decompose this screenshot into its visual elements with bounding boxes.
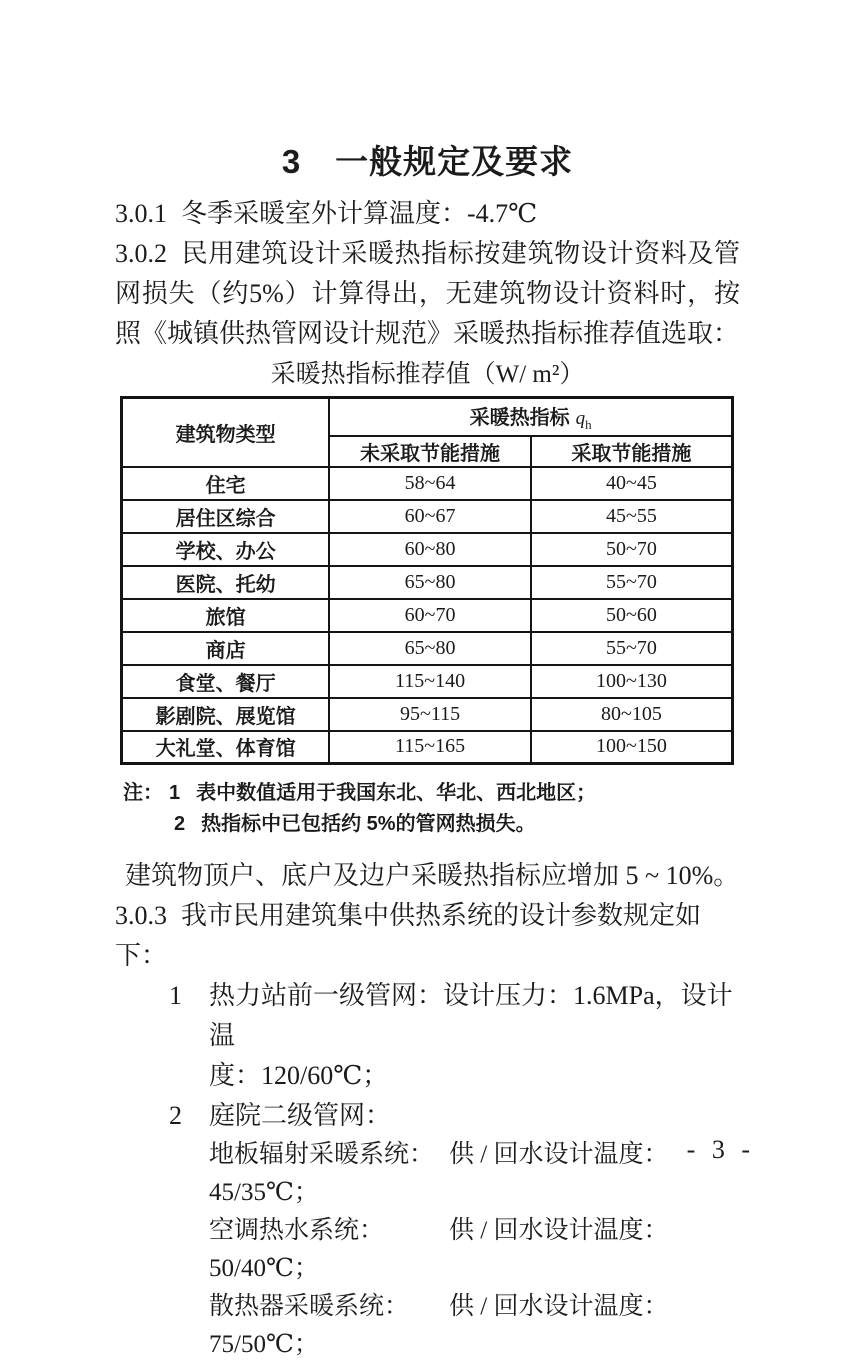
system-label: 散热器采暖系统： — [209, 1293, 410, 1320]
list-item-1-text — [209, 976, 740, 1096]
saving-value-cell: 100~130 — [531, 665, 733, 698]
list-item-1-line-2: 度：120/60℃； — [209, 1061, 389, 1090]
building-type-cell: 医院、托幼 — [122, 566, 330, 599]
building-type-cell: 居住区综合 — [122, 500, 330, 533]
system-line-ac-hot-water — [209, 1212, 740, 1288]
list-item-2-number: 2 — [169, 1101, 182, 1130]
saving-value-cell: 50~70 — [531, 533, 733, 566]
table-row — [122, 731, 733, 764]
clause-3-0-3-number: 3.0.3 — [115, 901, 167, 930]
list-item-1-line-1: 热力站前一级管网：设计压力：1.6MPa，设计温 — [209, 981, 733, 1050]
no-saving-value-cell: 65~80 — [329, 632, 531, 665]
building-type-cell: 食堂、餐厅 — [122, 665, 330, 698]
saving-value-cell: 45~55 — [531, 500, 733, 533]
clause-3-0-3-text: 我市民用建筑集中供热系统的设计参数规定如下： — [115, 901, 702, 970]
table-row — [122, 665, 733, 698]
table-header-saving: 采取节能措施 — [531, 436, 733, 467]
system-label: 地板辐射采暖系统： — [209, 1141, 435, 1168]
building-type-cell: 影剧院、展览馆 — [122, 698, 330, 731]
note-2 — [123, 809, 740, 840]
table-notes — [123, 778, 740, 840]
table-row — [122, 566, 733, 599]
saving-value-cell: 50~60 — [531, 599, 733, 632]
heat-index-table — [120, 396, 734, 765]
no-saving-value-cell: 115~140 — [329, 665, 531, 698]
clause-3-0-1-number: 3.0.1 — [115, 199, 167, 228]
building-type-cell: 大礼堂、体育馆 — [122, 731, 330, 764]
note-2-text: 热指标中已包括约 5%的管网热损失。 — [201, 813, 536, 835]
saving-value-cell: 55~70 — [531, 566, 733, 599]
building-type-cell: 住宅 — [122, 467, 330, 500]
no-saving-value-cell: 60~70 — [329, 599, 531, 632]
note-2-number: 2 — [174, 813, 186, 835]
clause-3-0-2-text: 民用建筑设计采暖热指标按建筑物设计资料及管网损失（约5%）计算得出，无建筑物设计资料时，按照《城镇供热管网设计规范》采暖热指标推荐值选取： — [115, 239, 740, 348]
list-item-1 — [115, 976, 740, 1096]
building-type-cell: 商店 — [122, 632, 330, 665]
no-saving-value-cell: 65~80 — [329, 566, 531, 599]
clause-3-0-2-number: 3.0.2 — [115, 239, 167, 268]
system-line-floor-heating — [209, 1136, 740, 1212]
system-value: 供 / 回水设计温度：50/40℃； — [209, 1217, 669, 1282]
heat-index-symbol: $q_h$ — [575, 407, 592, 432]
list-item-1-number: 1 — [169, 981, 182, 1010]
saving-value-cell: 100~150 — [531, 731, 733, 764]
note-prefix: 注： — [123, 782, 163, 804]
saving-value-cell: 40~45 — [531, 467, 733, 500]
table-header-heat-index — [329, 398, 732, 436]
no-saving-value-cell: 95~115 — [329, 698, 531, 731]
heat-index-label: 采暖热指标 — [469, 406, 570, 429]
list-item-2 — [115, 1096, 740, 1136]
table-row — [122, 599, 733, 632]
building-type-cell: 学校、办公 — [122, 533, 330, 566]
clause-3-0-1-text: 冬季采暖室外计算温度：-4.7℃ — [181, 199, 538, 228]
clause-3-0-3 — [115, 896, 740, 976]
system-label: 空调热水系统： — [209, 1217, 385, 1244]
note-1-text: 表中数值适用于我国东北、华北、西北地区； — [196, 782, 597, 804]
no-saving-value-cell: 60~80 — [329, 533, 531, 566]
system-parameter-list — [209, 1136, 740, 1364]
table-row — [122, 500, 733, 533]
clause-3-0-2 — [115, 234, 740, 354]
building-type-cell: 旅馆 — [122, 599, 330, 632]
page-title: 3 一般规定及要求 — [281, 143, 574, 180]
system-value: 供 / 回水设计温度：75/50℃； — [209, 1293, 669, 1358]
no-saving-value-cell: 115~165 — [329, 731, 531, 764]
table-caption: 采暖热指标推荐值（W/ m²） — [270, 361, 585, 388]
system-line-radiator — [209, 1288, 740, 1364]
paragraph-increase: 建筑物顶户、底户及边户采暖热指标应增加 5 ~ 10%。 — [125, 861, 740, 890]
system-value: 供 / 回水设计温度：45/35℃； — [209, 1141, 669, 1206]
table-header-building-type: 建筑物类型 — [122, 398, 330, 467]
table-row — [122, 632, 733, 665]
clause-3-0-1 — [115, 194, 740, 234]
note-1-number: 1 — [169, 782, 181, 804]
table-row — [122, 698, 733, 731]
no-saving-value-cell: 58~64 — [329, 467, 531, 500]
table-row — [122, 533, 733, 566]
page-number: - 3 - — [686, 1135, 755, 1164]
saving-value-cell: 55~70 — [531, 632, 733, 665]
saving-value-cell: 80~105 — [531, 698, 733, 731]
no-saving-value-cell: 60~67 — [329, 500, 531, 533]
table-header-no-saving: 未采取节能措施 — [329, 436, 531, 467]
note-1 — [123, 778, 740, 809]
table-row — [122, 467, 733, 500]
list-item-2-text: 庭院二级管网： — [209, 1101, 392, 1130]
